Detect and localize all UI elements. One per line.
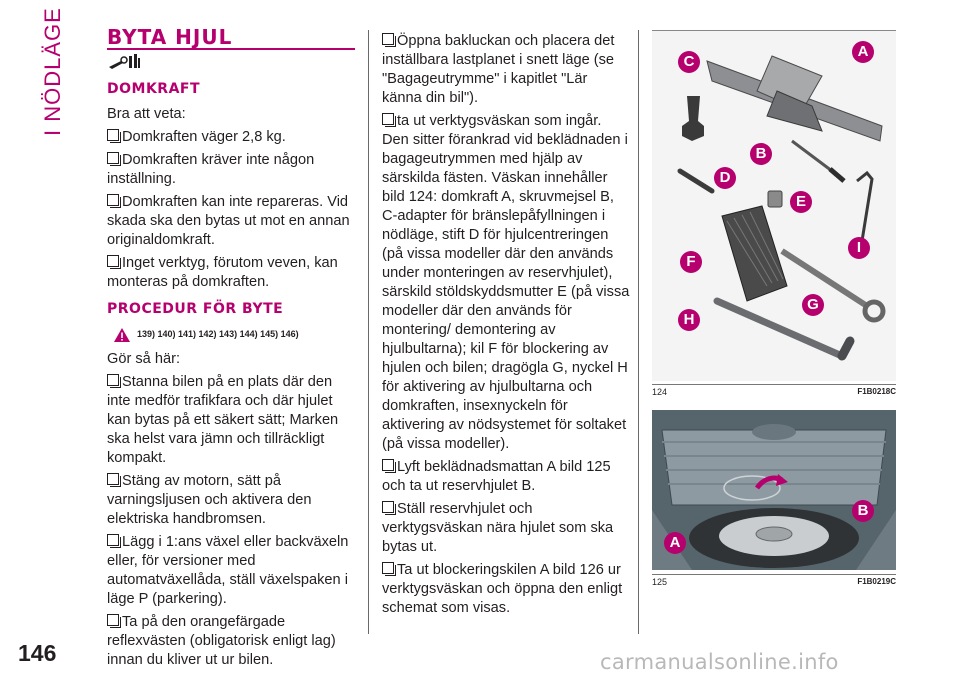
subheading-jack: DOMKRAFT bbox=[107, 81, 201, 97]
figure-code: F1B0219C bbox=[857, 577, 896, 586]
chapter-side-tab-label: I NÖDLÄGE bbox=[40, 7, 65, 136]
figure-number: 124 bbox=[652, 387, 668, 397]
bullet-box-icon bbox=[107, 614, 119, 626]
warning-triangle-icon bbox=[113, 327, 131, 343]
tools-icon-row bbox=[107, 52, 355, 74]
list-item: Domkraften väger 2,8 kg. bbox=[107, 128, 355, 147]
figure-tool-kit bbox=[652, 30, 896, 381]
figure-number: 125 bbox=[652, 577, 668, 587]
callout-b: B bbox=[852, 500, 874, 522]
wrench-hand-icon bbox=[107, 52, 141, 72]
callout-b: B bbox=[750, 143, 772, 165]
list-item: Stanna bilen på en plats där den inte medför trafikfara och där hjulet kan bytas på ett säkert sätt; Marken ska helst vara jämn och tillräckligt kompakt. bbox=[107, 374, 339, 466]
list-item: Stäng av motorn, sätt på varningsljusen och aktivera den elektriska handbromsen. bbox=[107, 473, 312, 527]
list-item: Domkraften kan inte repareras. Vid skada ska den bytas ut mot en annan originaldomkraft. bbox=[107, 194, 350, 248]
figure-caption bbox=[652, 384, 896, 397]
bullet-box-icon bbox=[382, 562, 394, 574]
warning-references: 139) 140) 141) 142) 143) 144) 145) 146) bbox=[137, 329, 299, 339]
bullet-box-icon bbox=[107, 534, 119, 546]
bullet-box-icon bbox=[382, 501, 394, 513]
middle-column bbox=[382, 32, 630, 622]
instruction-lead: Gör så här: bbox=[107, 351, 180, 367]
bullet-box-icon bbox=[107, 194, 119, 206]
chapter-side-tab bbox=[36, 7, 66, 136]
bullet-box-icon bbox=[107, 255, 119, 267]
figure-caption bbox=[652, 574, 896, 587]
list-item: Ta på den orangefärgade reflexvästen (obligatorisk enligt lag) innan du kliver ut ur bilen. bbox=[107, 614, 336, 668]
subheading-procedure: PROCEDUR FÖR BYTE bbox=[107, 301, 284, 317]
trunk-illustration bbox=[652, 410, 896, 570]
callout-e: E bbox=[790, 191, 812, 213]
figure-trunk-spare-wheel bbox=[652, 410, 896, 570]
column-divider bbox=[638, 30, 639, 634]
bullet-box-icon bbox=[107, 374, 119, 386]
page-number: 146 bbox=[18, 640, 57, 666]
bullet-box-icon bbox=[107, 129, 119, 141]
list-item: Ställ reservhjulet och verktygsväskan nära hjulet som ska bytas ut. bbox=[382, 501, 614, 555]
bullet-box-icon bbox=[107, 473, 119, 485]
bullet-box-icon bbox=[382, 113, 394, 125]
callout-h: H bbox=[678, 309, 700, 331]
callout-i: I bbox=[848, 237, 870, 259]
callout-a: A bbox=[852, 41, 874, 63]
callout-g: G bbox=[802, 294, 824, 316]
callout-a: A bbox=[664, 532, 686, 554]
callout-d: D bbox=[714, 167, 736, 189]
column-divider bbox=[368, 30, 369, 634]
list-item: Ta ut blockeringskilen A bild 126 ur verktygsväskan och öppna den enligt schemat som visas. bbox=[382, 562, 623, 616]
list-item: Domkraften kräver inte någon inställning. bbox=[107, 152, 315, 187]
watermark: carmanualsonline.info bbox=[600, 650, 839, 674]
list-item: ta ut verktygsväskan som ingår. Den sitter förankrad vid beklädnaden i bagageutrymmen med hjälp av särskilda fästen. Väskan innehåller bild 124: domkraft A, skruvmejsel B, C-adapter för bränslepåfyllningen i nödläge, stift D för hjulcentreringen (på vissa modeller där den används under monteringen av reservhjulet), särskild stöldskyddsmutter E (på vissa modeller där den används för montering/ demontering av hjulbultarna); kil F för blockering av hjulen och bilen; dragögla G, nyckel H för aktivering av hjulbultarna och domkraften, insexnyckeln för aktivering av nödsystemet för soltaket (på vissa modeller). bbox=[382, 113, 630, 452]
callout-f: F bbox=[680, 251, 702, 273]
list-item: Lägg i 1:ans växel eller backväxeln eller, för versioner med automatväxellåda, ställ växelspaken i läge P (parkering). bbox=[107, 534, 349, 607]
figure-code: F1B0218C bbox=[857, 387, 896, 396]
bullet-box-icon bbox=[107, 152, 119, 164]
intro-text: Bra att veta: bbox=[107, 106, 186, 122]
list-item: Öppna bakluckan och placera det inställbara lastplanet i snett läge (se "Bagageutrymme" i kapitlet "Lär känna din bil"). bbox=[382, 33, 615, 106]
callout-c: C bbox=[678, 51, 700, 73]
list-item: Inget verktyg, förutom veven, kan monteras på domkraften. bbox=[107, 255, 338, 290]
warning-row bbox=[113, 325, 355, 344]
bullet-box-icon bbox=[382, 33, 394, 45]
bullet-box-icon bbox=[382, 459, 394, 471]
list-item: Lyft beklädnadsmattan A bild 125 och ta ut reservhjulet B. bbox=[382, 459, 611, 494]
left-column bbox=[107, 25, 355, 674]
section-title: BYTA HJUL bbox=[107, 28, 355, 50]
